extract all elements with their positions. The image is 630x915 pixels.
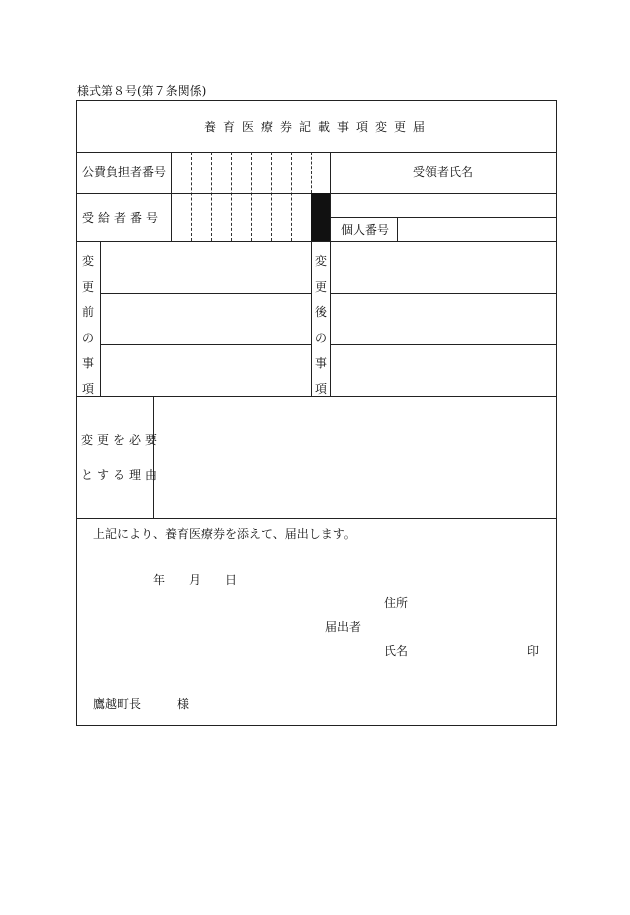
before-change-label: 変 更 前 の 事 項 (81, 254, 94, 396)
filled-block (311, 193, 330, 241)
honorific-label: 様 (177, 697, 190, 711)
digit-block-end (330, 152, 331, 241)
row2-divider (76, 241, 557, 242)
row3-divider (76, 396, 557, 397)
digit-cell-divider (231, 152, 232, 241)
form-title: 養育医療券記載事項変更届 (204, 120, 433, 134)
digit-cell-divider (251, 152, 252, 241)
beneficiary-number-label: 受給者番号 (82, 211, 163, 225)
reason-label-line2: とする理由 (81, 468, 162, 482)
notifier-label: 届出者 (325, 620, 362, 634)
address-label: 住所 (384, 596, 409, 610)
digit-cell-divider (311, 152, 312, 193)
name-label: 氏名 (384, 644, 409, 658)
individual-number-divider (397, 217, 398, 241)
individual-number-top (330, 217, 557, 218)
reason-label-line1: 変更を必要 (81, 433, 162, 447)
after-field-divider (330, 293, 557, 294)
seal-label: 印 (527, 644, 540, 658)
title-divider (76, 152, 557, 153)
addressee-label: 鷹越町長 (93, 697, 142, 711)
digit-cell-divider (191, 152, 192, 241)
day-label: 日 (225, 573, 238, 587)
individual-number-label: 個人番号 (341, 223, 390, 237)
before-field-divider (100, 293, 311, 294)
row1-divider-label (171, 152, 172, 241)
recipient-name-label: 受領者氏名 (413, 165, 474, 179)
after-label-divider (330, 241, 331, 396)
digit-cell-divider (271, 152, 272, 241)
after-change-label: 変 更 後 の 事 項 (314, 254, 327, 396)
statement-text: 上記により、養育医療券を添えて、届出します。 (93, 527, 356, 541)
month-label: 月 (189, 573, 202, 587)
reason-label-divider (153, 396, 154, 518)
after-field-divider (330, 344, 557, 345)
form-number: 様式第８号(第７条関係) (77, 84, 207, 98)
row4-divider (76, 518, 557, 519)
public-payer-number-label: 公費負担者番号 (82, 165, 167, 179)
before-after-divider (311, 241, 312, 396)
digit-cell-divider (291, 152, 292, 241)
year-label: 年 (153, 573, 166, 587)
digit-cell-divider (211, 152, 212, 241)
before-field-divider (100, 344, 311, 345)
before-label-divider (100, 241, 101, 396)
